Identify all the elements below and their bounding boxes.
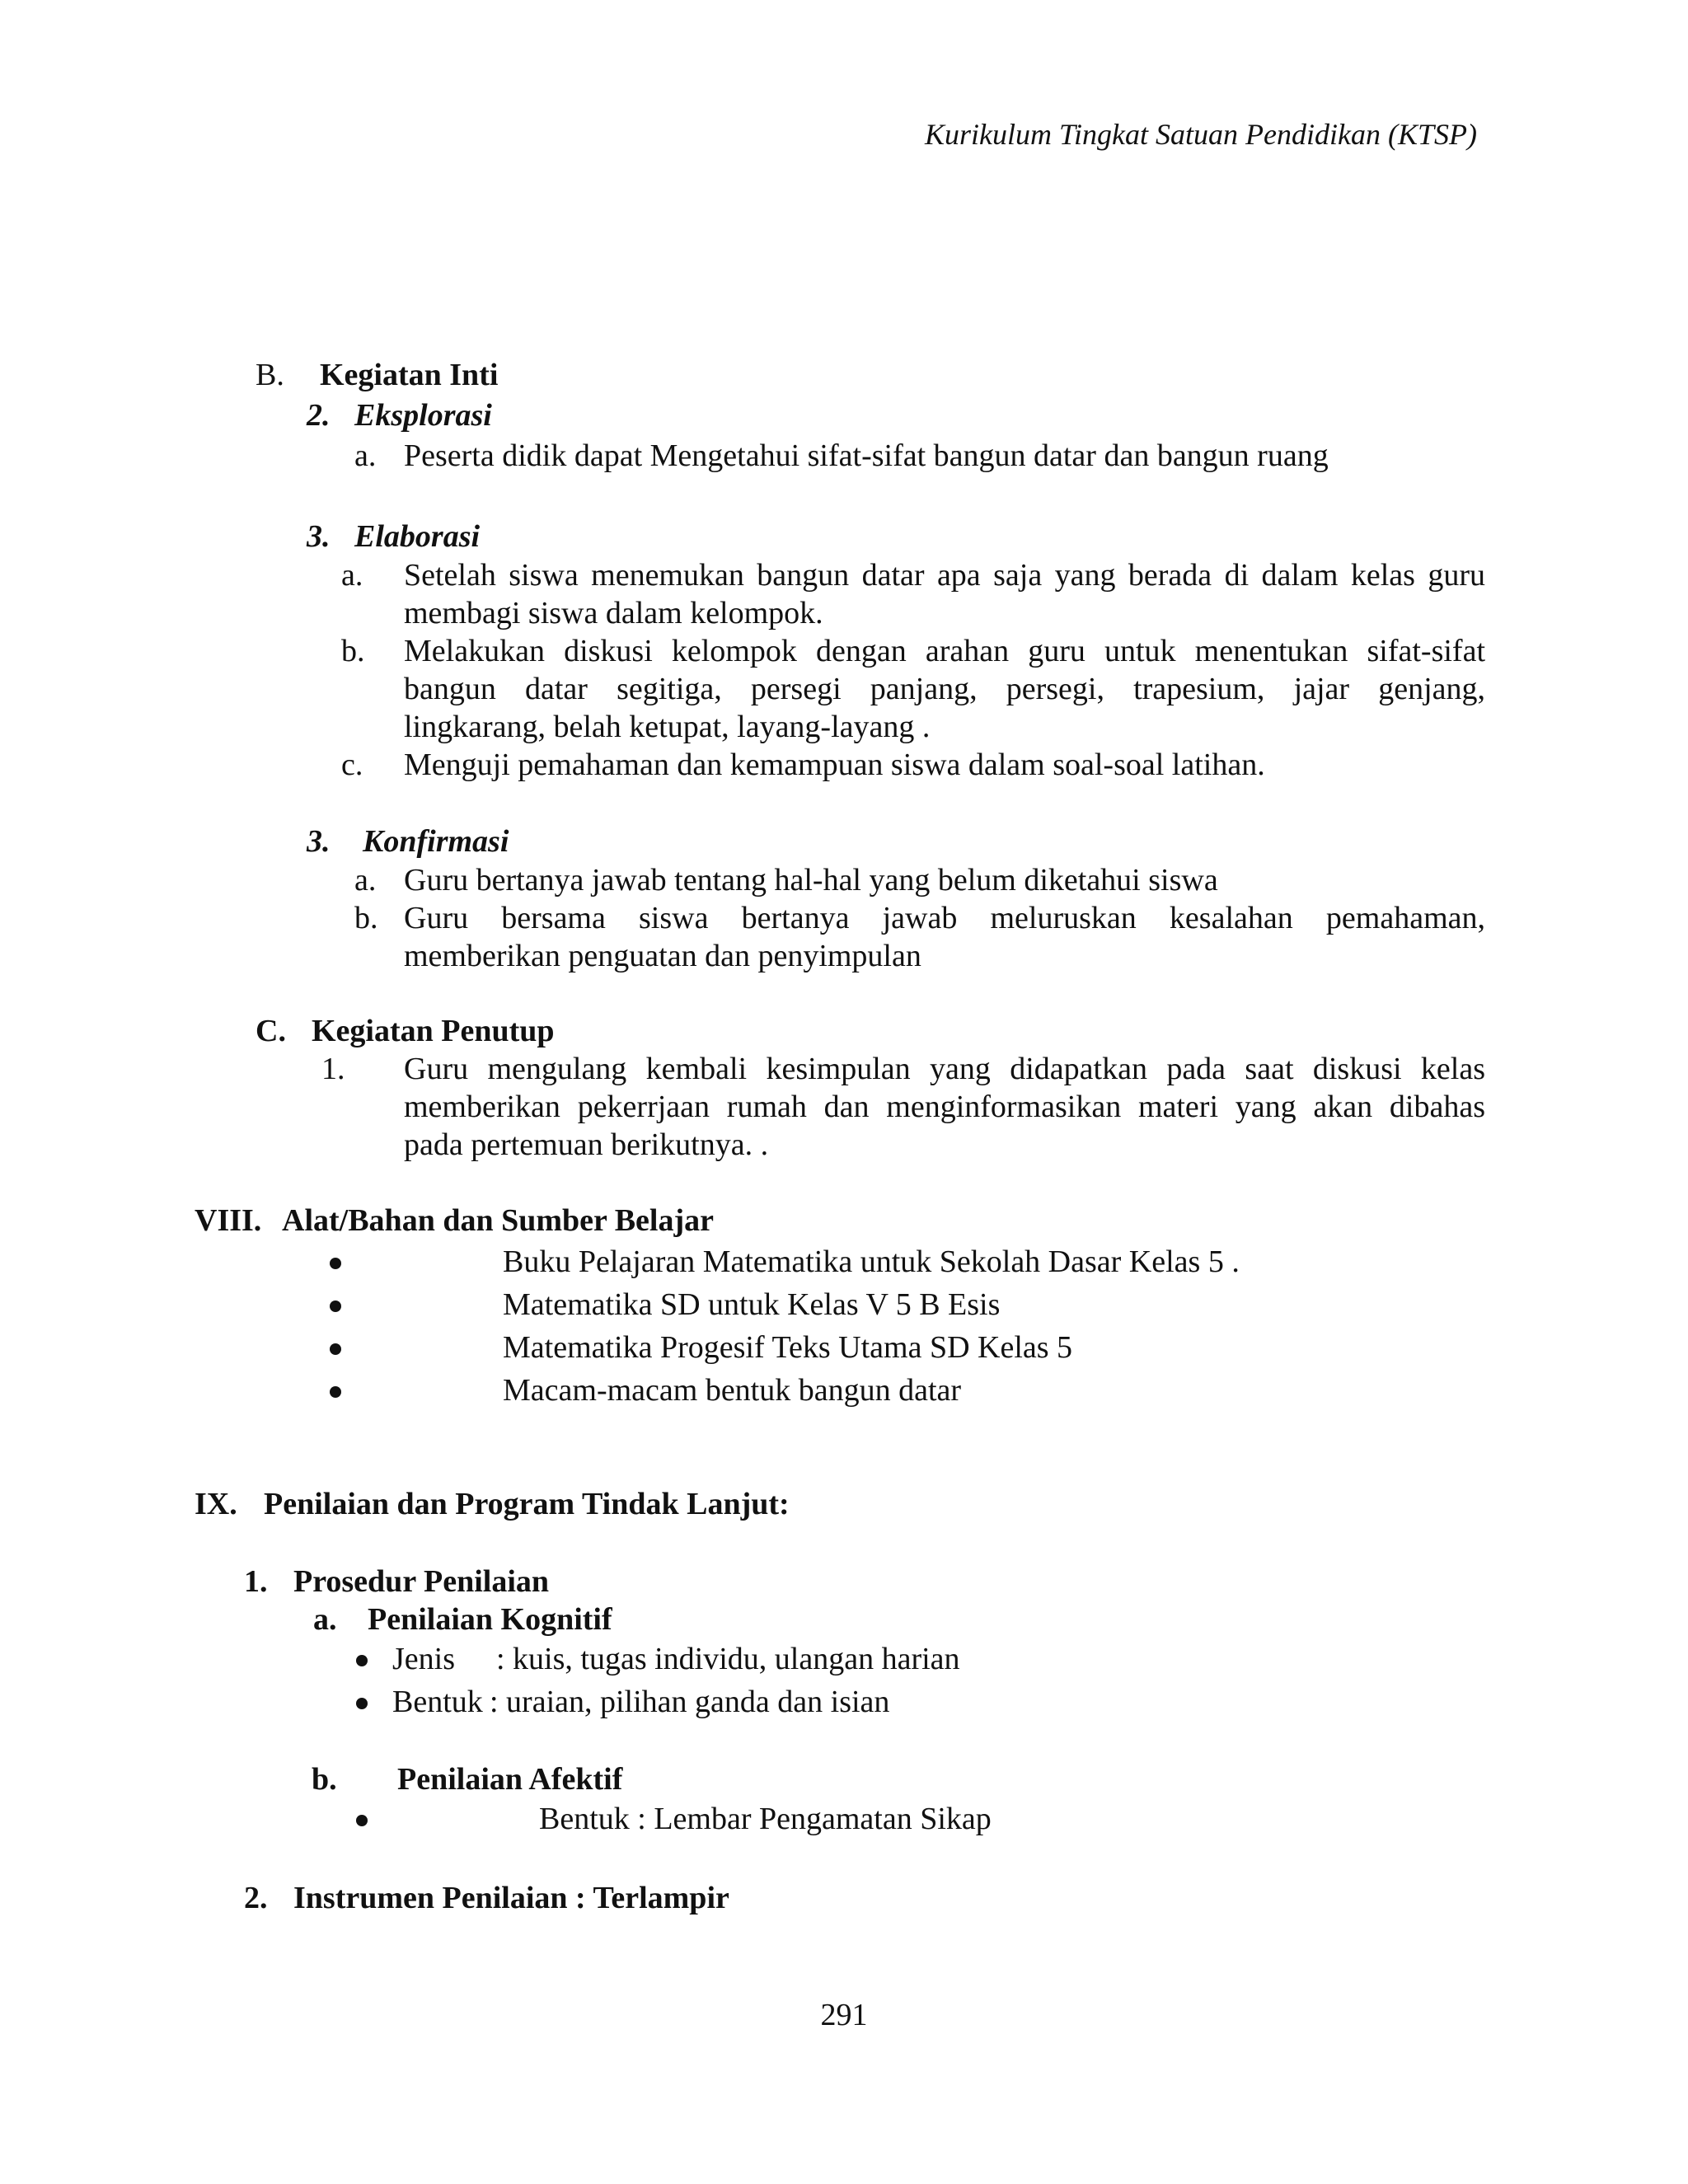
kognitif-title: Penilaian Kognitif [368, 1602, 612, 1637]
section-viii-num: VIII. [195, 1203, 262, 1238]
prosedur-num: 1. [244, 1564, 268, 1599]
elaborasi-a-line-1: Setelah siswa menemukan bangun datar apa saja yang berada di dalam kelas guru [404, 558, 1485, 593]
section-b-letter: B. [256, 358, 284, 392]
bullet-icon [356, 1698, 368, 1709]
bullet-icon [330, 1301, 341, 1312]
bullet-icon [356, 1815, 368, 1826]
alat-item: Buku Pelajaran Matematika untuk Sekolah Dasar Kelas 5 . [503, 1244, 1240, 1279]
penutup-1-line-1: Guru mengulang kembali kesimpulan yang didapatkan pada saat diskusi kelas [404, 1052, 1485, 1086]
instrumen-title: Instrumen Penilaian : Terlampir [293, 1881, 729, 1915]
section-ix-title: Penilaian dan Program Tindak Lanjut: [264, 1487, 790, 1521]
alat-item: Macam-macam bentuk bangun datar [503, 1373, 962, 1408]
afektif-label: b. [312, 1762, 337, 1797]
konfirmasi-a-label: a. [354, 863, 377, 898]
kognitif-jenis-key: Jenis [392, 1642, 455, 1676]
konfirmasi-title: Konfirmasi [363, 824, 509, 859]
konfirmasi-b-line-1: Guru bersama siswa bertanya jawab meluruskan kesalahan pemahaman, [404, 901, 1485, 935]
elaborasi-c-line-1: Menguji pemahaman dan kemampuan siswa dalam soal-soal latihan. [404, 748, 1265, 782]
eksplorasi-item-label: a. [354, 438, 377, 473]
instrumen-num: 2. [244, 1881, 268, 1915]
konfirmasi-b-line-2: memberikan penguatan dan penyimpulan [404, 939, 921, 973]
section-ix-num: IX. [195, 1487, 237, 1521]
elaborasi-a-line-2: membagi siswa dalam kelompok. [404, 596, 823, 630]
eksplorasi-item-text: Peserta didik dapat Mengetahui sifat-sifat bangun datar dan bangun ruang [404, 438, 1329, 473]
afektif-title: Penilaian Afektif [397, 1762, 623, 1797]
page-number: 291 [820, 1998, 868, 2032]
elaborasi-c-label: c. [341, 748, 363, 782]
prosedur-title: Prosedur Penilaian [293, 1564, 550, 1599]
penutup-1-line-3: pada pertemuan berikutnya. . [404, 1127, 769, 1162]
elaborasi-b-line-3: lingkarang, belah ketupat, layang-layang . [404, 710, 931, 744]
elaborasi-a-label: a. [341, 558, 363, 593]
bullet-icon [330, 1343, 341, 1355]
kognitif-label: a. [313, 1602, 337, 1637]
konfirmasi-num: 3. [307, 824, 331, 859]
alat-item: Matematika Progesif Teks Utama SD Kelas 5 [503, 1330, 1073, 1365]
section-viii-title: Alat/Bahan dan Sumber Belajar [282, 1203, 714, 1238]
kognitif-bentuk-value: : uraian, pilihan ganda dan isian [490, 1685, 890, 1719]
eksplorasi-title: Eksplorasi [354, 398, 492, 433]
section-b-title: Kegiatan Inti [320, 358, 499, 392]
section-c-title: Kegiatan Penutup [312, 1014, 555, 1048]
bullet-icon [330, 1386, 341, 1398]
eksplorasi-num: 2. [307, 398, 331, 433]
kognitif-bentuk-key: Bentuk [392, 1685, 483, 1719]
elaborasi-b-line-2: bangun datar segitiga, persegi panjang, persegi, trapesium, jajar genjang, [404, 672, 1485, 706]
bullet-icon [330, 1258, 341, 1269]
running-header: Kurikulum Tingkat Satuan Pendidikan (KTSP) [925, 118, 1477, 151]
alat-item: Matematika SD untuk Kelas V 5 B Esis [503, 1287, 1001, 1322]
elaborasi-b-label: b. [341, 634, 365, 668]
kognitif-jenis-value: : kuis, tugas individu, ulangan harian [496, 1642, 960, 1676]
penutup-1-line-2: memberikan pekerrjaan rumah dan menginformasikan materi yang akan dibahas [404, 1090, 1485, 1124]
elaborasi-title: Elaborasi [354, 519, 481, 554]
section-c-letter: C. [256, 1014, 286, 1048]
konfirmasi-b-label: b. [354, 901, 378, 935]
elaborasi-b-line-1: Melakukan diskusi kelompok dengan arahan guru untuk menentukan sifat-sifat [404, 634, 1485, 668]
afektif-item: Bentuk : Lembar Pengamatan Sikap [539, 1802, 992, 1836]
bullet-icon [356, 1655, 368, 1666]
elaborasi-num: 3. [307, 519, 331, 554]
penutup-1-label: 1. [321, 1052, 345, 1086]
konfirmasi-a-line-1: Guru bertanya jawab tentang hal-hal yang belum diketahui siswa [404, 863, 1218, 898]
